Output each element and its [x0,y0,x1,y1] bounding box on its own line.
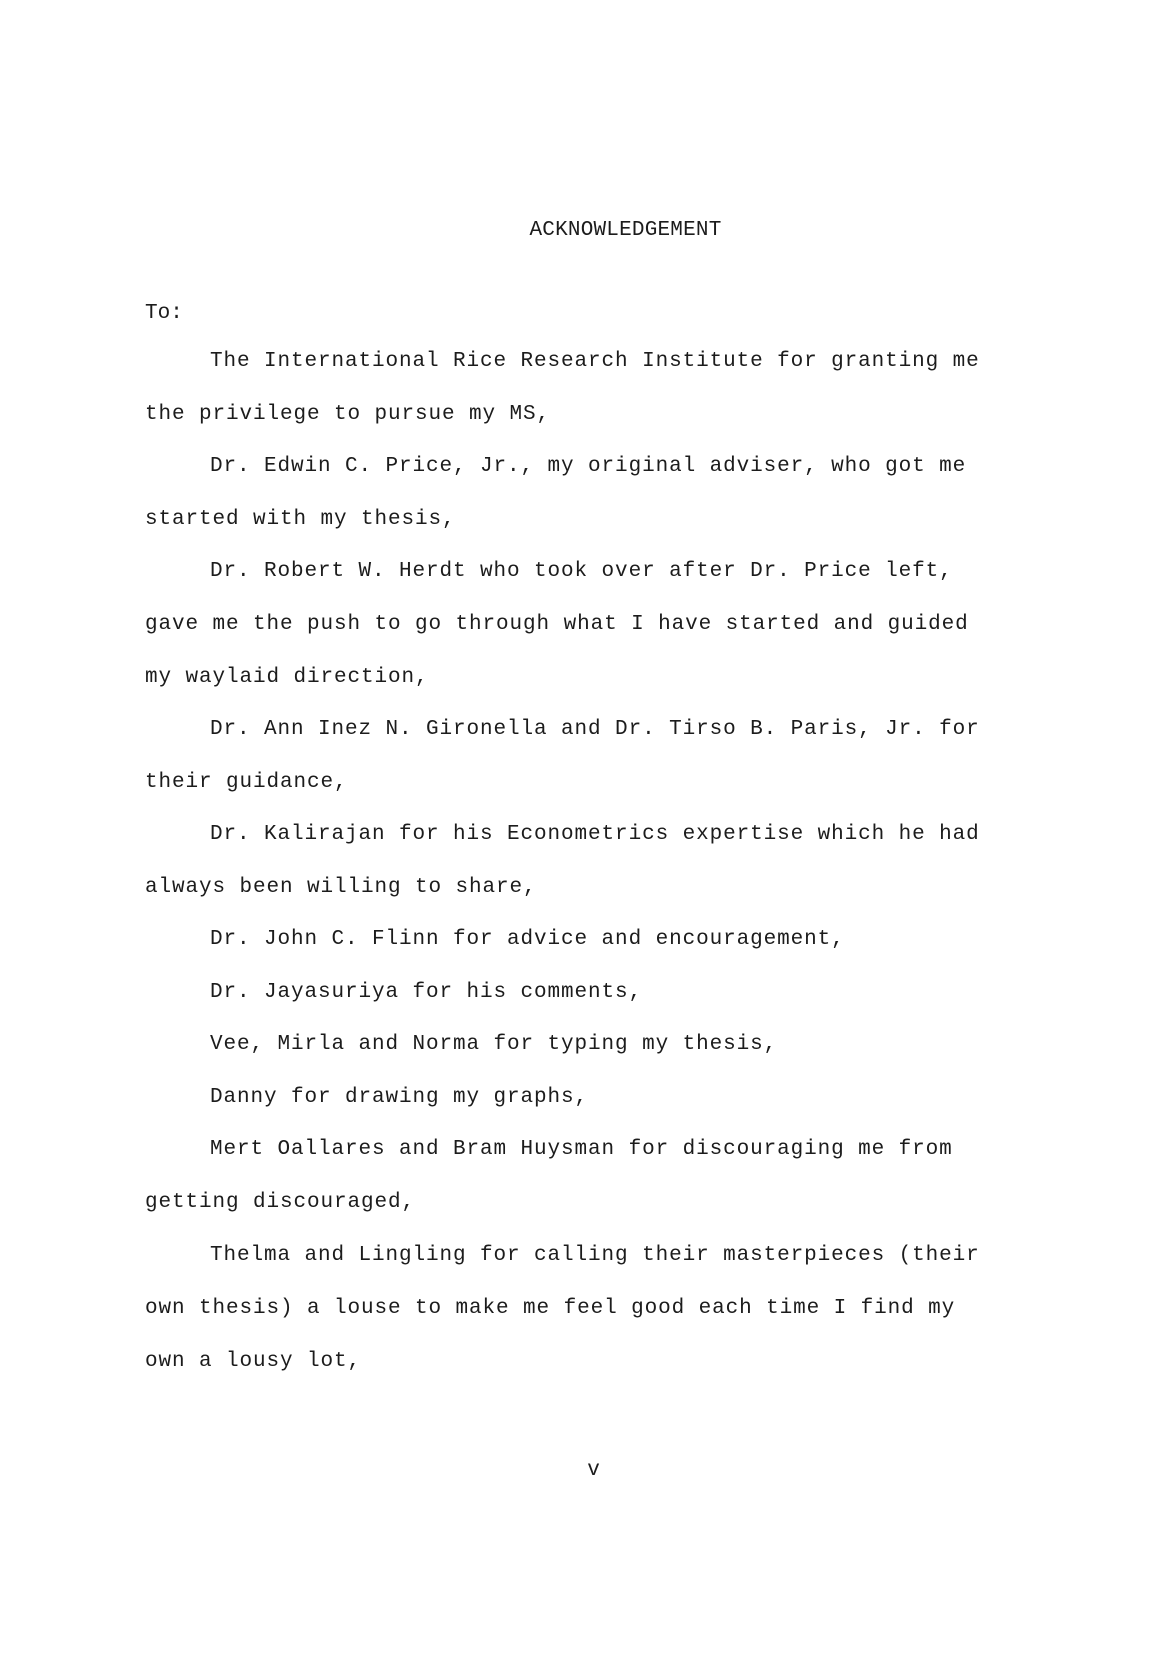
text-line: Dr. John C. Flinn for advice and encouragement, [210,928,845,951]
text-line: the privilege to pursue my MS, [145,403,551,426]
text-line: Thelma and Lingling for calling their masterpieces (their [210,1244,980,1267]
text-line: Dr. Robert W. Herdt who took over after Dr. Price left, [210,560,953,583]
text-line: my waylaid direction, [145,666,429,689]
text-line: The International Rice Research Institute for granting me [210,350,980,373]
text-line: always been willing to share, [145,876,537,899]
text-line: gave me the push to go through what I have started and guided [145,613,969,636]
page-number: v [587,1459,600,1482]
page-title: ACKNOWLEDGEMENT [529,219,722,242]
text-line: Mert Oallares and Bram Huysman for discouraging me from [210,1138,953,1161]
text-line: started with my thesis, [145,508,456,531]
text-line: Dr. Edwin C. Price, Jr., my original adviser, who got me [210,455,967,478]
text-line: Danny for drawing my graphs, [210,1086,589,1109]
text-line: own a lousy lot, [145,1350,362,1373]
text-line: own thesis) a louse to make me feel good each time I find my [145,1297,956,1320]
text-line: Dr. Ann Inez N. Gironella and Dr. Tirso B. Paris, Jr. for [210,718,980,741]
text-line: their guidance, [145,771,348,794]
text-line: Vee, Mirla and Norma for typing my thesis, [210,1033,778,1056]
salutation: To: [145,302,183,325]
text-line: getting discouraged, [145,1191,416,1214]
text-line: Dr. Kalirajan for his Econometrics expertise which he had [210,823,980,846]
text-line: Dr. Jayasuriya for his comments, [210,981,643,1004]
